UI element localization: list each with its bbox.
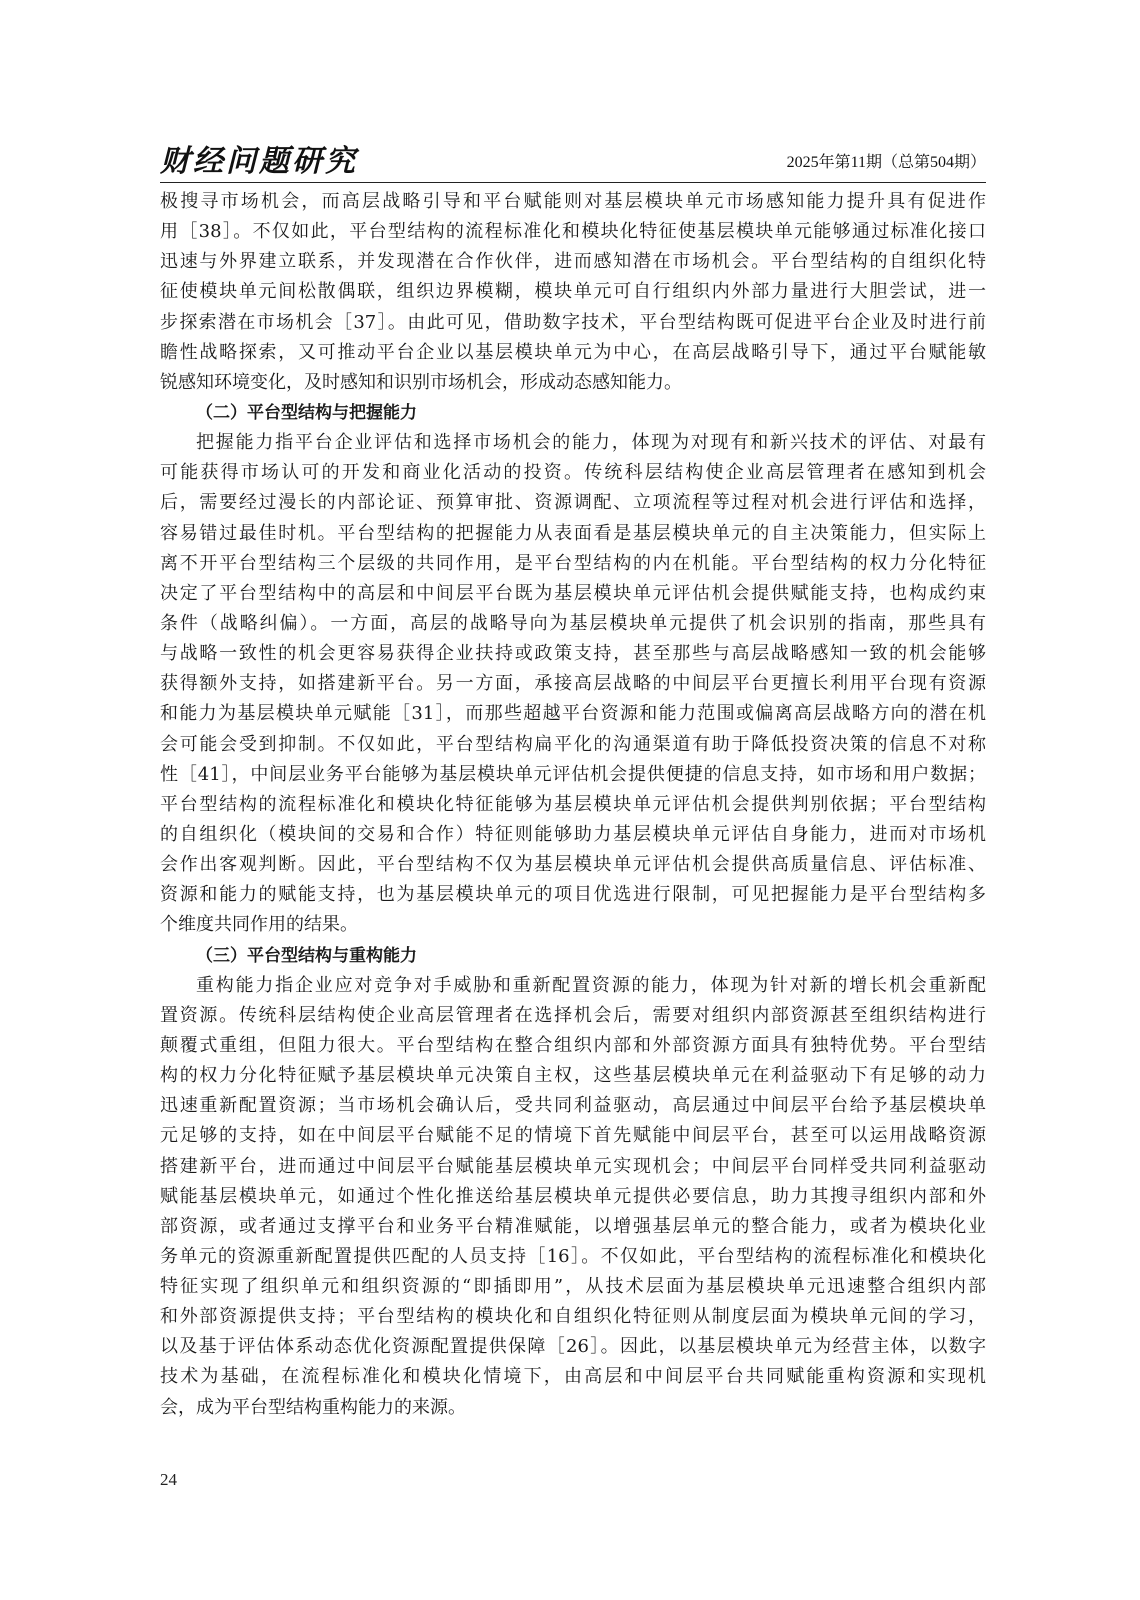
page-number: 24: [160, 1470, 177, 1489]
text-line: 构的权力分化特征赋予基层模块单元决策自主权，这些基层模块单元在利益驱动下有足够的动力: [160, 1065, 986, 1087]
text-line: 资源和能力的赋能支持，也为基层模块单元的项目优选进行限制，可见把握能力是平台型结构多: [160, 884, 986, 906]
text-line: 会可能会受到抑制。不仅如此，平台型结构扁平化的沟通渠道有助于降低投资决策的信息不对称: [160, 733, 986, 755]
text-line: 和外部资源提供支持；平台型结构的模块化和自组织化特征则从制度层面为模块单元间的学习，: [160, 1306, 986, 1328]
text-line: 颠覆式重组，但阻力很大。平台型结构在整合组织内部和外部资源方面具有独特优势。平台型结: [160, 1034, 986, 1056]
text-line: 用［38］。不仅如此，平台型结构的流程标准化和模块化特征使基层模块单元能够通过标准化接口: [160, 221, 986, 243]
text-line: 和能力为基层模块单元赋能［31］，而那些超越平台资源和能力范围或偏离高层战略方向的潜在机: [160, 703, 986, 725]
text-line: 个维度共同作用的结果。: [160, 914, 358, 936]
section-heading: （二）平台型结构与把握能力: [196, 402, 417, 423]
header-rule: [160, 182, 986, 183]
text-line: 容易错过最佳时机。平台型结构的把握能力从表面看是基层模块单元的自主决策能力，但实际上: [160, 522, 986, 544]
text-line: 以及基于评估体系动态优化资源配置提供保障［26］。因此，以基层模块单元为经营主体，以数字: [160, 1336, 986, 1358]
text-line: 性［41］，中间层业务平台能够为基层模块单元评估机会提供便捷的信息支持，如市场和用户数据；: [160, 763, 986, 785]
section-heading: （三）平台型结构与重构能力: [196, 945, 417, 966]
text-line: 赋能基层模块单元，如通过个性化推送给基层模块单元提供必要信息，助力其搜寻组织内部和外: [160, 1185, 986, 1207]
running-header: [160, 142, 986, 182]
text-line: 会，成为平台型结构重构能力的来源。: [160, 1396, 466, 1418]
text-line: 极搜寻市场机会，而高层战略引导和平台赋能则对基层模块单元市场感知能力提升具有促进作: [160, 191, 986, 212]
text-line: 务单元的资源重新配置提供匹配的人员支持［16］。不仅如此，平台型结构的流程标准化和模块化: [160, 1245, 986, 1267]
text-line: 重构能力指企业应对竞争对手威胁和重新配置资源的能力，体现为针对新的增长机会重新配: [196, 974, 986, 996]
text-line: 技术为基础，在流程标准化和模块化情境下，由高层和中间层平台共同赋能重构资源和实现机: [160, 1366, 986, 1388]
journal-logo: 财经问题研究: [160, 144, 358, 179]
text-line: 部资源，或者通过支撑平台和业务平台精准赋能，以增强基层单元的整合能力，或者为模块化业: [160, 1215, 986, 1237]
article-body: [160, 187, 986, 1423]
text-line: 瞻性战略探索，又可推动平台企业以基层模块单元为中心，在高层战略引导下，通过平台赋能敏: [160, 341, 986, 363]
text-line: 会作出客观判断。因此，平台型结构不仅为基层模块单元评估机会提供高质量信息、评估标准、: [160, 854, 986, 876]
issue-info: 2025年第11期（总第504期）: [786, 154, 986, 171]
text-line: 条件（战略纠偏）。一方面，高层的战略导向为基层模块单元提供了机会识别的指南，那些具有: [160, 612, 986, 634]
text-line: 离不开平台型结构三个层级的共同作用，是平台型结构的内在机能。平台型结构的权力分化特征: [160, 552, 986, 574]
text-line: 置资源。传统科层结构使企业高层管理者在选择机会后，需要对组织内部资源甚至组织结构进行: [160, 1004, 986, 1026]
text-line: 获得额外支持，如搭建新平台。另一方面，承接高层战略的中间层平台更擅长利用平台现有资源: [160, 673, 986, 695]
text-line: 锐感知环境变化，及时感知和识别市场机会，形成动态感知能力。: [160, 371, 682, 393]
text-line: 征使模块单元间松散偶联，组织边界模糊，模块单元可自行组织内外部力量进行大胆尝试，进一: [160, 281, 986, 303]
text-line: 可能获得市场认可的开发和商业化活动的投资。传统科层结构使企业高层管理者在感知到机会: [160, 462, 986, 484]
text-line: 搭建新平台，进而通过中间层平台赋能基层模块单元实现机会；中间层平台同样受共同利益驱动: [160, 1155, 986, 1177]
text-line: 迅速与外界建立联系，并发现潜在合作伙伴，进而感知潜在市场机会。平台型结构的自组织化特: [160, 251, 986, 273]
text-line: 特征实现了组织单元和组织资源的“即插即用”，从技术层面为基层模块单元迅速整合组织内部: [160, 1276, 986, 1298]
text-line: 把握能力指平台企业评估和选择市场机会的能力，体现为对现有和新兴技术的评估、对最有: [196, 432, 986, 454]
text-line: 与战略一致性的机会更容易获得企业扶持或政策支持，甚至那些与高层战略感知一致的机会能够: [160, 643, 986, 665]
text-line: 元足够的支持，如在中间层平台赋能不足的情境下首先赋能中间层平台，甚至可以运用战略资源: [160, 1125, 986, 1147]
text-line: 决定了平台型结构中的高层和中间层平台既为基层模块单元评估机会提供赋能支持，也构成约束: [160, 582, 986, 604]
text-line: 后，需要经过漫长的内部论证、预算审批、资源调配、立项流程等过程对机会进行评估和选择，: [160, 492, 986, 514]
text-line: 平台型结构的流程标准化和模块化特征能够为基层模块单元评估机会提供判别依据；平台型结构: [160, 793, 986, 815]
text-line: 步探索潜在市场机会［37］。由此可见，借助数字技术，平台型结构既可促进平台企业及时进行前: [160, 311, 986, 333]
text-line: 迅速重新配置资源；当市场机会确认后，受共同利益驱动，高层通过中间层平台给予基层模块单: [160, 1095, 986, 1117]
text-line: 的自组织化（模块间的交易和合作）特征则能够助力基层模块单元评估自身能力，进而对市场机: [160, 823, 986, 845]
